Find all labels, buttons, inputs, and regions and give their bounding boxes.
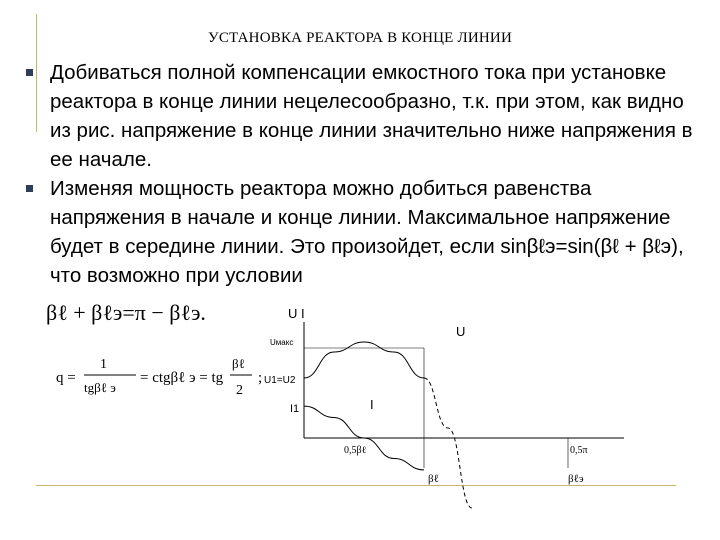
formula-num2: βℓ [232,356,245,371]
formula-mid: = ctgβℓ э = tg [140,370,224,386]
formula-den2: 2 [236,383,243,398]
x-tick-label-end: 0,5π [570,445,588,456]
ble-label: βℓэ [568,473,584,485]
bullet-text-2: Изменяя мощность реактора можно добиться равенства напряжения в начале и конце линии. Максимальное напряжение будет в середине линии. Это произойдет, если sinβℓэ=sin(βℓ + βℓэ), что возможно при условии [50,177,684,287]
bullet-square-icon [26,69,33,76]
bullet-text-1: Добиваться полной компенсации емкостного тока при установке реактора в конце линии нецелесообразно, т.к. при этом, как видно из рис. напряжение в конце линии значительно ниже напряжения в ее начале. [50,61,693,171]
u-curve-line [304,342,424,378]
i-curve-label: I [370,397,374,412]
u-equal-label: U1=U2 [264,375,296,386]
u-curve-label: U [456,324,466,339]
q-formula [56,348,276,408]
i-curve-line [304,406,424,470]
formula-den1: tgβℓ э [84,380,116,395]
bullet-square-icon [26,185,33,192]
bullet-item-1 [20,58,700,174]
decorative-horizontal-rule [36,485,676,486]
u-curve-dashed-tail [424,378,472,508]
bl-label: βℓ [428,473,439,485]
x-tick-label-mid: 0,5βℓ [344,445,367,456]
bullet-list [20,58,700,290]
formula-num1: 1 [100,357,107,372]
condition-formula: βℓ + βℓэ=π − βℓэ. [46,300,206,325]
axis-label-ui: U I [288,306,305,321]
u-max-label: Uмакс [270,338,294,347]
formula-tail: ; [258,370,263,386]
slide-title: УСТАНОВКА РЕАКТОРА В КОНЦЕ ЛИНИИ [208,30,512,46]
formula-q: q = [56,370,76,386]
bullet-item-2 [20,174,700,290]
i-start-label: I1 [290,403,300,415]
